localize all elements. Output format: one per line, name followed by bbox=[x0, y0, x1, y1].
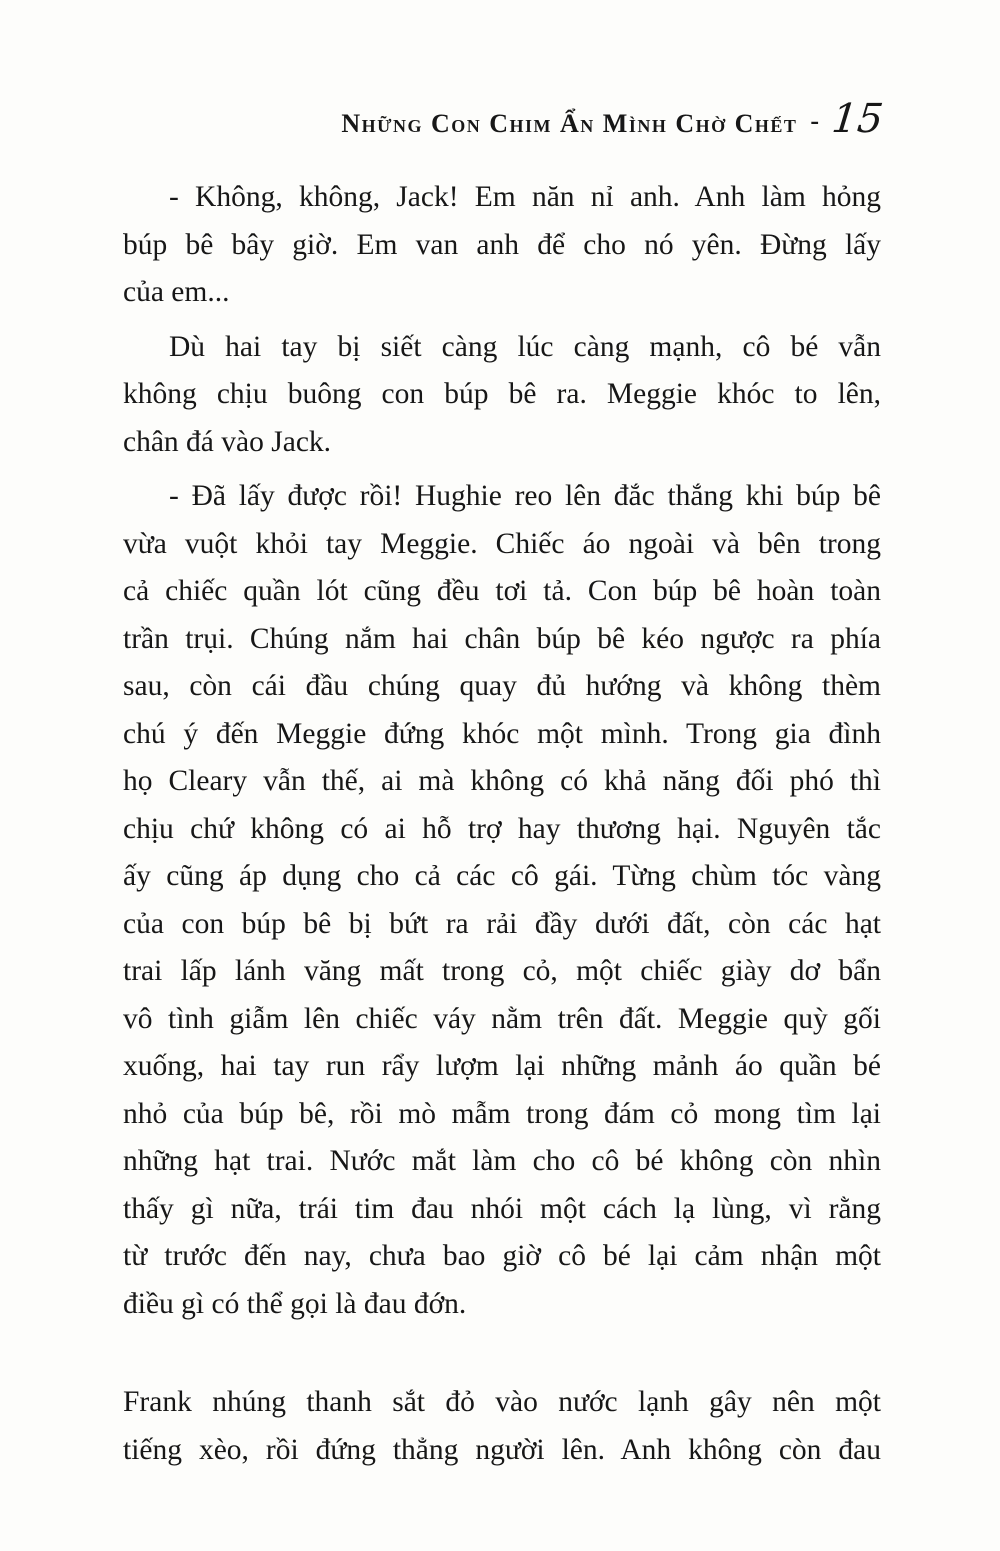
paragraph bbox=[123, 1379, 881, 1474]
text-line: Frank nhúng thanh sắt đỏ vào nước lạnh gây nên một bbox=[123, 1386, 881, 1418]
running-head-separator: - bbox=[810, 106, 820, 135]
text-line: chân đá vào Jack. bbox=[123, 425, 332, 458]
text-line: trai lấp lánh văng mất trong cỏ, một chiếc giày dơ bẩn bbox=[123, 955, 881, 987]
text-line: từ trước đến nay, chưa bao giờ cô bé lại cảm nhận một bbox=[123, 1240, 881, 1272]
text-line: sau, còn cái đầu chúng quay đủ hướng và không thèm bbox=[123, 670, 881, 702]
text-line: chú ý đến Meggie đứng khóc một mình. Trong gia đình bbox=[123, 717, 881, 750]
text-line: những hạt trai. Nước mắt làm cho cô bé không còn nhìn bbox=[123, 1145, 881, 1177]
text-line: điều gì có thể gọi là đau đớn. bbox=[123, 1287, 467, 1320]
page-number: 15 bbox=[829, 96, 886, 142]
text-line: cả chiếc quần lót cũng đều tơi tả. Con búp bê hoàn toàn bbox=[123, 575, 881, 607]
text-line: tiếng xèo, rồi đứng thẳng người lên. Anh không còn đau bbox=[123, 1433, 881, 1466]
text-line: của con búp bê bị bứt ra rải đầy dưới đất, còn các hạt bbox=[123, 907, 881, 940]
text-line: ấy cũng áp dụng cho cả các cô gái. Từng chùm tóc vàng bbox=[123, 860, 881, 892]
text-line: của em... bbox=[123, 276, 230, 308]
paragraph bbox=[123, 174, 881, 317]
text-line: không chịu buông con búp bê ra. Meggie khóc to lên, bbox=[123, 378, 881, 410]
text-line: xuống, hai tay run rẩy lượm lại những mảnh áo quần bé bbox=[123, 1050, 881, 1082]
text-line: vừa vuột khỏi tay Meggie. Chiếc áo ngoài và bên trong bbox=[123, 527, 881, 560]
text-line: Dù hai tay bị siết càng lúc càng mạnh, cô bé vẫn bbox=[169, 330, 881, 363]
paragraph bbox=[123, 473, 881, 1328]
text-line: trần trụi. Chúng nắm hai chân búp bê kéo ngược ra phía bbox=[123, 622, 881, 655]
text-line: chịu chứ không có ai hỗ trợ hay thương hại. Nguyên tắc bbox=[123, 812, 881, 845]
text-line: họ Cleary vẫn thế, ai mà không có khả năng đối phó thì bbox=[123, 765, 881, 797]
text-line: nhỏ của búp bê, rồi mò mẫm trong đám cỏ mong tìm lại bbox=[123, 1097, 881, 1130]
text-line: thấy gì nữa, trái tim đau nhói một cách lạ lùng, vì rằng bbox=[123, 1192, 881, 1225]
text-line: búp bê bây giờ. Em van anh để cho nó yên. Đừng lấy bbox=[123, 228, 881, 261]
running-head bbox=[123, 96, 886, 142]
running-head-title: Những Con Chim Ẩn Mình Chờ Chết bbox=[341, 109, 798, 138]
text-line: - Không, không, Jack! Em năn nỉ anh. Anh làm hỏng bbox=[169, 181, 881, 213]
text-line: - Đã lấy được rồi! Hughie reo lên đắc thắng khi búp bê bbox=[169, 480, 881, 512]
text-line: vô tình giẫm lên chiếc váy nằm trên đất. Meggie quỳ gối bbox=[123, 1002, 881, 1035]
page-body bbox=[123, 174, 881, 1481]
paragraph bbox=[123, 324, 881, 467]
